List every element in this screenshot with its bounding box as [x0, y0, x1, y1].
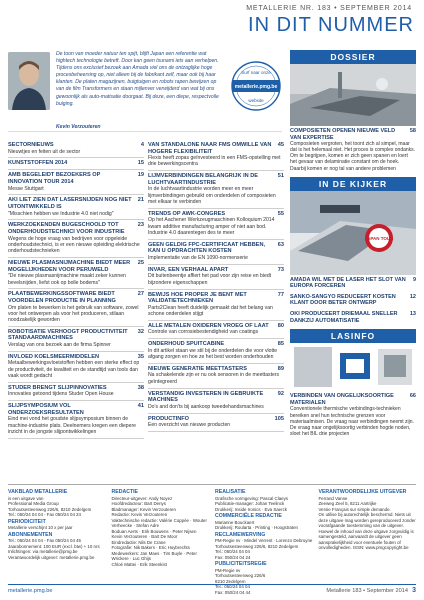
toc-entry[interactable] [148, 290, 284, 321]
colophon-text: Directeur-uitgever: Andy Noyez Hoofdredacteur: Bart Denys Bladmanager: Kevin Verzouteren Redactie: Kevin Verzouteren Vaktechnische redactie: Valérie Coppée · Wouter Verheecke · Stefan Adre Boduan Aerts · Erik Bouwens · Peter Nijsen Kevin Verzouteren · Bart De Moor Eindredactie: Nils De Crane Fotografie: Nik Bakers · Eric Huybrechts Medewerkers: Jan Maes · Tim Buyle · Peter Wrickere · Luc Ghijs Chloé Mattei · Erik Steenkist [111, 495, 207, 567]
japan-tour-badge [364, 223, 394, 253]
lasinfo-header: LASINFO [290, 329, 416, 343]
toc-title: NIEUWE PLASMASNIJMACHINE BIEDT MEER MOGELIJKHEDEN VOOR PERUWELD [8, 260, 131, 273]
kijker-page: 12 [409, 293, 416, 300]
toc-page: 89 [277, 365, 284, 372]
toc-desc: Verslag van ons bezoek aan de firma Spinner [8, 342, 111, 349]
toc-entry[interactable] [8, 170, 144, 195]
toc-entry[interactable] [148, 321, 284, 339]
toc-page: 73 [277, 266, 284, 273]
editorial-text: De toon van moeder natuur ten spijt, blijft Japan een referentie wat hightech technologie betreft. Door kan geen tsunami iets aan verhelpen. Tijdens ons exclusief bezoek aan Amada viel ons de ontzaglijke hoge procesbeheersing op, niet alleen bij de fabrikant zelf, maar ook bij haar klanten. De platen magazijnen, buigtuigen en robots rapen bewijzen op van de film Transformers en staan mijlenver verwijderd van wat bij ons gewoonlijk als auto-matisatie doorgaat. Bij deze, een diepe, respectvolle buiging. [56, 51, 219, 107]
kijker-entry[interactable] [290, 309, 416, 326]
kijker-header: IN DE KIJKER [290, 177, 416, 191]
toc-title: INVLOED KOELSMEERMIDDELEN [8, 353, 100, 360]
editor-photo [8, 52, 50, 110]
toc-entry[interactable] [8, 327, 144, 352]
toc-page: 63 [277, 241, 284, 248]
toc-page: 35 [137, 353, 144, 360]
toc-desc: Parts2Clean heeft duidelijk gemaakt dat het belang van schone onderdelen stijgt [148, 304, 273, 317]
toc-desc: Innovaties getoond tijdens Studer Open House [8, 391, 114, 398]
toc-page: 45 [277, 142, 284, 148]
editor-signature: Kevin Verzouteren [56, 124, 101, 130]
lasinfo-page: 66 [409, 393, 416, 400]
stamp-top-text: Surf naar onze [241, 70, 271, 75]
toc-entry[interactable] [8, 220, 144, 258]
toc-title: KUNSTSTOFFEN 2014 [8, 160, 68, 167]
toc-page: 21 [137, 197, 144, 204]
toc-title: NIEUWE GENERATIE MEETTASTERS [148, 365, 247, 372]
colophon-column [215, 488, 313, 595]
toc-desc: Metaalbewerkingsvloeistoffen hebben een sterke effect op de productiviteit, de kwaliteit en de standtijd van tools dan vaak wordt gedacht [8, 360, 140, 380]
toc-entry[interactable] [148, 140, 284, 171]
badge-text: JAPAN TOUR [364, 235, 394, 241]
colophon-heading: REDACTIE [111, 489, 139, 495]
toc-desc: Een overzicht van nieuwe producten [148, 422, 231, 429]
toc-title: LIJMVERBINDINGEN BELANGRIJK IN DE LUCHTVAARTINDUSTRIE [148, 173, 259, 186]
toc-entry[interactable] [8, 140, 144, 158]
toc-title: ROBOTISATIE VERHOOGT PRODUCTIVITEIT STANDAARDMACHINES [8, 328, 128, 342]
toc-title: INVAR, EEN VERHAAL APART [148, 266, 229, 273]
toc-desc: Nieuwtjes en feiten uit de sector [8, 148, 81, 155]
page-footer-bar [8, 584, 416, 596]
toc-entry[interactable] [8, 383, 144, 401]
composite-photo [290, 64, 416, 126]
toc-page: 27 [137, 291, 144, 298]
toc-desc: In dit artikel staan we stil bij de onderdelen die voor vlotte afgang zorgen en hoe ze het best worden onderhouden [148, 347, 278, 361]
dossier-desc: Composieten vergroten, het toont zich al simpel, maar dat is het helemaal niet. Het proces is complex ondanks. Om te begrijpen, komen er zich geen spanen en loert het gevaar van delaminatie constant om de hoek. Daarbij komen er nog tal van andere problemen [290, 141, 416, 172]
colophon-text: PM-Regie nv Torhoutsesteenweg 226/6 8210 Zedelgem Tel.: 050/24 04 04 Fax: 050/24 04 44 [215, 567, 266, 595]
dossier-page: 58 [409, 128, 416, 134]
toc-desc: "De nieuwe plasmasnijmachine maakt zeker kunnen bevelsnijden, liefst ook op bolle bodems" [8, 273, 126, 286]
toc-title: VERSTANDIG INVESTEREN IN GEBRUIKTE MACHINES [148, 390, 264, 404]
toc-desc: Na schakelende zijn er nu ook sensoren in de meettasters geïntegreerd [148, 372, 280, 385]
lasinfo-entry[interactable] [290, 391, 416, 439]
toc-entry[interactable] [8, 158, 144, 170]
kijker-page: 9 [412, 276, 416, 283]
colophon-heading: ABONNEMENTEN [8, 531, 53, 538]
page-info: Metallerie 183 • September 2014 [326, 588, 408, 594]
toc-desc: Op het Aachener Werkzeugmaschinen Kolloquium 2014 kwam additive manufacturing amper of niet aan bod. Industrie 4.0 daarentegen des te meer [148, 217, 275, 237]
colophon-heading: PUBLICITEITSREGIE [215, 561, 267, 567]
toc-desc: Wegens de hoge vraag van bedrijven voor opgeleide onderhoudstechnici, is er een nieuwe opleiding elektrische onderhoudstechnieken [8, 235, 140, 255]
stamp-bottom-text: website [248, 98, 264, 103]
toc-title: PRODUCTINFO [148, 415, 190, 422]
toc-page: 23 [137, 222, 144, 229]
toc-desc: Dit buitenbeentje affiert het pad voor zijn reise en biedt bijzondere eigenschappen [148, 273, 272, 286]
toc-page: 32 [137, 328, 144, 335]
masthead [0, 0, 424, 44]
toc-page: 4 [140, 142, 144, 148]
toc-desc: Messe Stuttgart [8, 185, 44, 192]
toc-desc: Om platen te bewerken is het gebruik van software, zowel voor het ontwerpen als voor het produceren, stilaan noodzakelijk geworden [8, 304, 139, 324]
kijker-entry[interactable] [290, 275, 416, 292]
kijker-page: 13 [409, 311, 416, 318]
colophon-text: Marianne Bouckaert Drukkerij: Roularta · Printing · Hoogstraten [215, 519, 298, 530]
toc-entry[interactable] [8, 401, 144, 439]
colophon-heading: PERIODICITEIT [8, 518, 46, 525]
toc-title: GEEN GELDIG FPC-CERTIFICAAT HEBBEN, KAN U OPDRACHTEN KOSTEN [148, 241, 266, 255]
toc-title: SLIJPSYMPOSIUM VOL ONDERZOEKSRESULTATEN [8, 403, 84, 416]
toc-title: BEWIJS HOE PROPER JE BENT MET VALIDATIETECHNIEKEN [148, 291, 247, 305]
toc-desc: Do's and don'ts bij aankoop tweedehandsmachines [148, 403, 264, 410]
dossier-entry[interactable] [290, 126, 416, 174]
colophon-column [8, 488, 106, 580]
colophon-text: Versie Français sur simple demande. On utilise bij autorechtelijk beschermd. Niets uit deze uitgave mag worden gereproduceerd zonder voorafgaande toestemming van de uitgever. Hoewel de inhoud van deze uitgave zorgvuldig is samengesteld, aanvaardt de uitgever geen aansprakelijkheid voor eventuele fouten of onvolledigheden. ISSN: www.pmgcopyright.be [318, 506, 416, 550]
colophon-column [112, 488, 210, 580]
toc-page: 19 [137, 172, 144, 179]
lasinfo-desc: Conventionele thermische verbindings-technieken bereiken snel hun technische grenzen voor materiaalmixen. De vraag naar verbindingen neemt zijn. De vraag naar ongelijksoortig verbinden hogde noden, sloet het BIL drie projecten [290, 406, 414, 437]
toc-page: 92 [277, 390, 284, 397]
toc-page: 41 [137, 403, 144, 410]
website-stamp[interactable] [230, 60, 282, 112]
lasinfo-title: VERBINDEN VAN ONGELIJKSOORTIGE MATERIALEN [290, 393, 394, 406]
colophon-text: PM-Regie nv · Mindel Verrest · Lorenzo Debruyne Torhoutsesteenweg 226/6, 8210 Zedelgem Tel.: 050/24 04 04 Fax: 050/24 04 24 [215, 538, 313, 560]
colophon-heading: RECLAMEWERVING [215, 531, 266, 538]
toc-entry[interactable] [8, 195, 144, 220]
colophon-text: Grafische vormgeving: Pascal Claeys Publicatie-manager: Johan Teelinck Drukkerij: Inside Ironics · Eva Saerck [215, 495, 288, 512]
toc-desc: Eind mei vond het goudste slijpsymposium binnen de machine-industrie plats. Deelnemers kregen een diepere inzicht in de jongste slijpontwikkelingen [8, 416, 136, 436]
toc-entry[interactable] [148, 339, 284, 364]
toc-title: ALLE METALEN OXIDEREN VROEG OF LAAT [148, 322, 269, 329]
toc-title: WERKZOEKENDEN BUGESCHOOLD TOT ONDERHOUDSTECHNICI VOOR INDUSTRIE [8, 222, 125, 236]
toc-column-middle [148, 140, 284, 432]
toc-entry[interactable] [148, 389, 284, 414]
toc-page: 38 [137, 384, 144, 391]
toc-page: 80 [277, 322, 284, 329]
colophon-heading: COMMERCIËLE REDACTIE [215, 513, 282, 519]
dossier-header: DOSSIER [290, 50, 416, 64]
toc-desc: Controle van corrosiebestendigheid van coatings [148, 329, 259, 336]
editorial-intro [8, 50, 282, 132]
feature-sidebar [290, 50, 416, 439]
toc-desc: In de luchtvaartindustrie worden meer en meer lijmverbindingen gebruikt om onderdelen of composieten met elkaar te verbinden [148, 186, 276, 206]
page-number: 3 [412, 587, 416, 594]
lasinfo-photo [290, 343, 416, 391]
toc-page: 25 [137, 260, 144, 267]
toc-entry[interactable] [148, 414, 284, 432]
stamp-main-text: metallerie.pmg.be [234, 84, 278, 90]
toc-entry[interactable] [8, 258, 144, 289]
toc-page: 77 [277, 291, 284, 298]
issue-line: METALLERIE NR. 183 • SEPTEMBER 2014 [246, 5, 412, 12]
toc-page: 105 [274, 415, 284, 422]
website-link[interactable]: metallerie.pmg.be [8, 588, 53, 594]
kijker-entry[interactable] [290, 292, 416, 309]
toc-desc: Flexis heeft zopas geïnvesteerd in een FMS-opstelling met drie bewerkingscentra [148, 155, 281, 168]
toc-title: VAN STANDALONE NAAR FMS OMWILLE VAN HOGERE FLEXIBILITEIT [148, 142, 272, 155]
toc-entry[interactable] [148, 364, 284, 389]
toc-entry[interactable] [148, 209, 284, 240]
colophon-heading: VERANTWOORDELIJKE UITGEVER [318, 489, 407, 495]
toc-entry[interactable] [8, 289, 144, 327]
toc-title: TRENDS OP AWK-CONGRES [148, 210, 226, 217]
toc-entry[interactable] [148, 171, 284, 209]
toc-column-left [8, 140, 144, 439]
colophon-heading: REALISATIE [215, 489, 246, 495]
page-title: IN DIT NUMMER [248, 14, 414, 36]
kijker-title: OKI PRODUCEERT DRIEMAAL SNELLER DANKZIJ AUTOMATISATIE [290, 311, 398, 324]
kijker-title: AMADA WIL MET DE LASER HET SLOT VAN EUROPA FORCEREN [290, 276, 406, 290]
amada-photo [290, 191, 416, 275]
toc-page: 85 [277, 341, 284, 348]
colophon-column [319, 488, 417, 580]
toc-entry[interactable] [148, 240, 284, 265]
colophon-text: Ferrand Vanne Zeeweg Zeel 5, 8211 Aartrijke [318, 495, 377, 506]
kijker-title: SANKO-SANGYO REDUCEERT KOSTEN KLANT DOOR BETER ONTWERP [290, 293, 396, 307]
toc-title: AKI LIET ZIEN DAT LASERSNIJDEN NOG NIET UITONTWIKKELD IS [8, 197, 132, 211]
toc-page: 51 [277, 173, 284, 180]
toc-title: PLAATBEWERKINGSSOFTWARE BIEDT VOORDELEN PRODUCTIE IN PLANNING [8, 291, 116, 304]
toc-entry[interactable] [148, 265, 284, 290]
toc-page: 55 [277, 210, 284, 217]
colophon-heading: VAKBLAD METALLERIE [8, 489, 68, 495]
toc-title: SECTORNIEUWS [8, 142, 54, 148]
colophon-text: Metallerie verschijnt 10 x per jaar [8, 525, 73, 530]
toc-page: 15 [137, 160, 144, 167]
toc-desc: Implementatie van de EN 1090-normenserie [148, 255, 248, 262]
toc-desc: "Misschien hebben we Industrie 4.0 niet nodig" [8, 210, 114, 217]
toc-entry[interactable] [8, 352, 144, 383]
colophon-text: Tel.: 050/24 04 04 - Fax 050/24 04 45 Jaarabonnement: 100 EUR (excl. btw) + 10 nrs Inlichtingen: via metallerie@pmg.be Verantwoordelijk uitgever: metallerie.pmg.be [8, 538, 100, 560]
dossier-title: COMPOSIETEN OPENEN NIEUWE VELD VAN EXPERTISE [290, 128, 396, 141]
toc-title: STUDER BRENGT SLIJPINNOVATIES [8, 384, 107, 391]
toc-title: AMB BEGELEIDT BEZOEKERS OP INNOVATION TOUR 2014 [8, 172, 101, 186]
colophon-text: is een uitgave van Professional Media Group Torhoutsesteenweg 226/6, 8210 Zedelgem Tel.: 050/24 04 04 - Fax 050/24 04 24 [8, 495, 92, 517]
toc-title: ONDERHOUD SPUITCABINE [148, 341, 225, 348]
